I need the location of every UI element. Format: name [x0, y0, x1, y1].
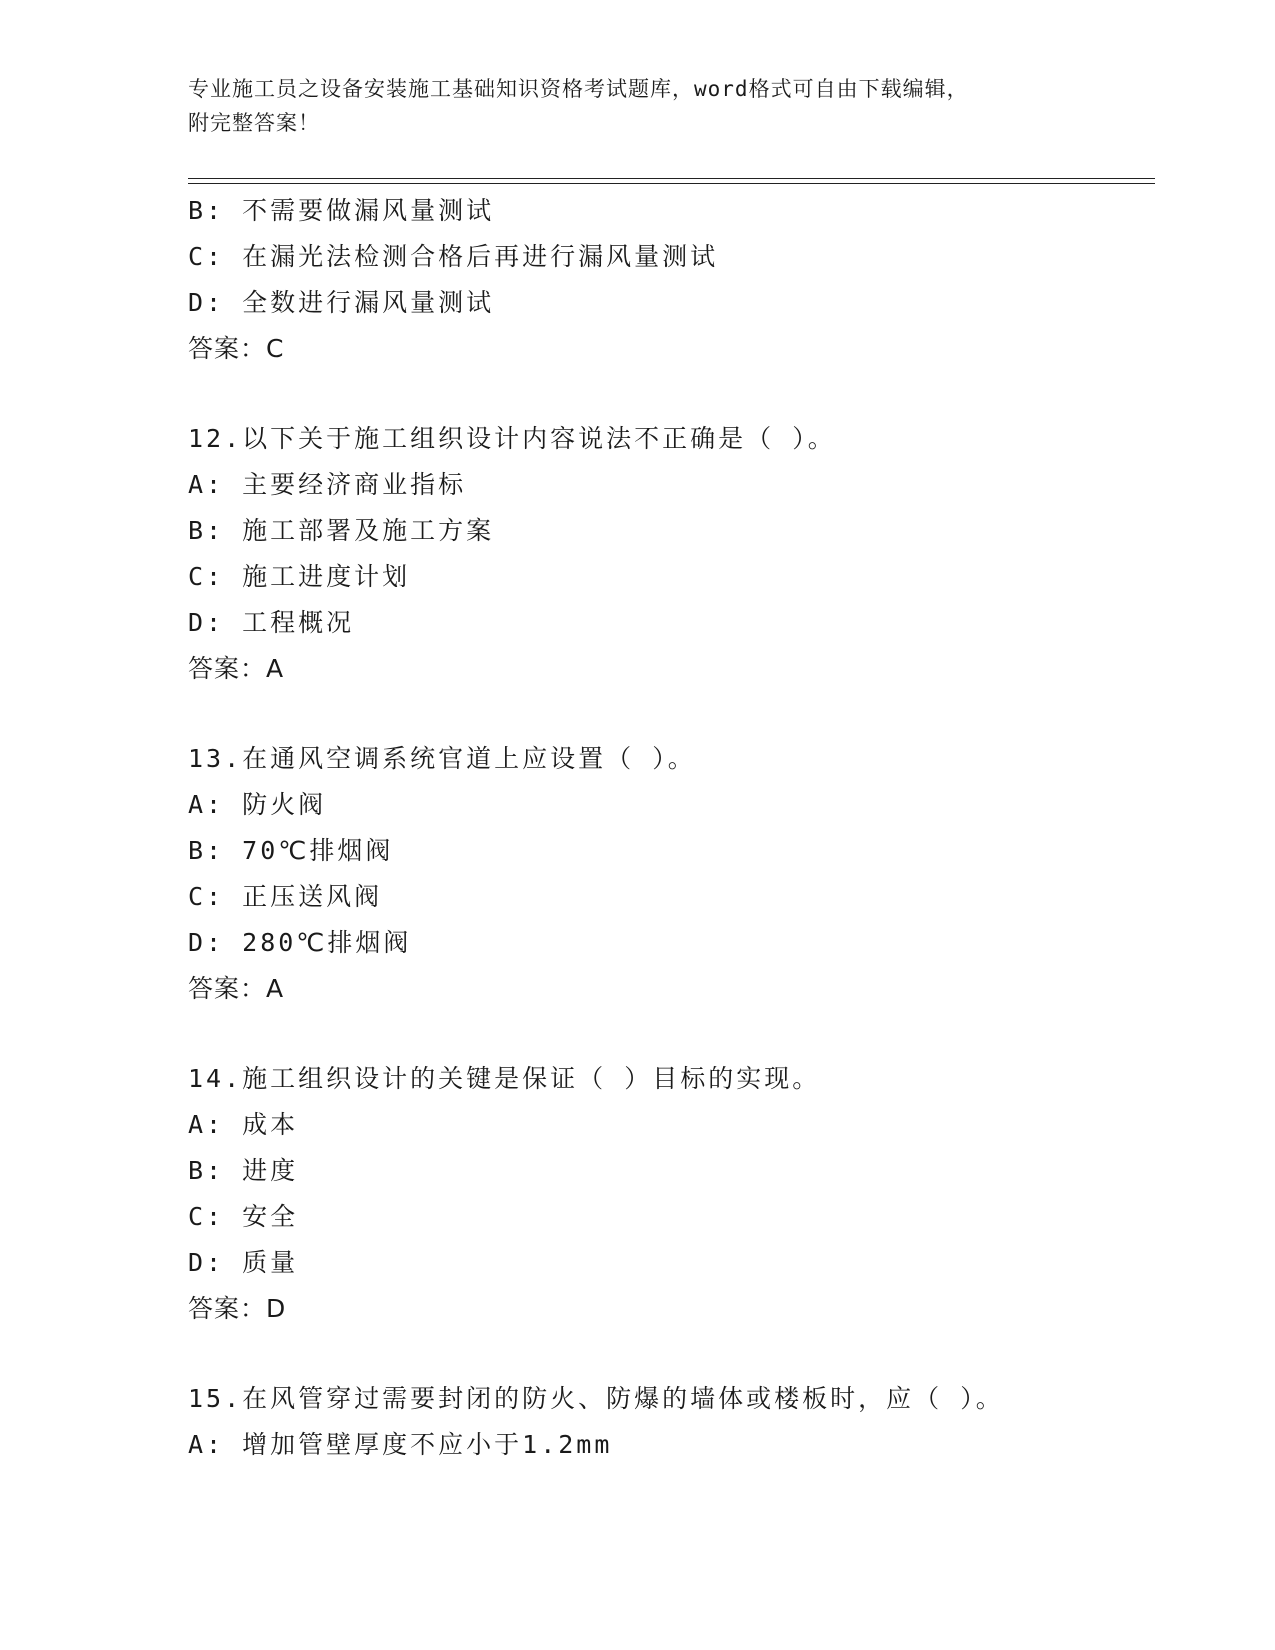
- question-list: [188, 188, 1148, 1468]
- option-d: D: 质量: [188, 1248, 299, 1277]
- question-fragment: [188, 188, 1148, 372]
- option-c: C: 正压送风阀: [188, 882, 383, 911]
- option-b: B: 进度: [188, 1156, 299, 1185]
- option-a: A: 增加管壁厚度不应小于1.2mm: [188, 1430, 613, 1459]
- option-b: B: 施工部署及施工方案: [188, 516, 495, 545]
- question-stem: 15.在风管穿过需要封闭的防火、防爆的墙体或楼板时，应（ ）。: [188, 1384, 1004, 1413]
- option-c: C: 施工进度计划: [188, 562, 411, 591]
- option-a: A: 防火阀: [188, 790, 327, 819]
- header-line-1: 专业施工员之设备安装施工基础知识资格考试题库，word格式可自由下载编辑，: [188, 77, 969, 101]
- option-b: B: 70℃排烟阀: [188, 836, 394, 865]
- answer-line: 答案：A: [188, 974, 285, 1003]
- header-line-2: 附完整答案！: [188, 111, 320, 135]
- question-15: [188, 1376, 1148, 1468]
- option-d: D: 工程概况: [188, 608, 355, 637]
- question-stem: 13.在通风空调系统官道上应设置（ ）。: [188, 744, 696, 773]
- header-divider-top: [188, 178, 1155, 179]
- question-stem: 12.以下关于施工组织设计内容说法不正确是（ ）。: [188, 424, 836, 453]
- option-b: B: 不需要做漏风量测试: [188, 196, 495, 225]
- option-c: C: 在漏光法检测合格后再进行漏风量测试: [188, 242, 719, 271]
- answer-line: 答案：D: [188, 1294, 287, 1323]
- question-14: [188, 1056, 1148, 1332]
- option-a: A: 主要经济商业指标: [188, 470, 467, 499]
- document-header: [188, 72, 1088, 140]
- option-a: A: 成本: [188, 1110, 299, 1139]
- question-12: [188, 416, 1148, 692]
- question-13: [188, 736, 1148, 1012]
- answer-line: 答案：C: [188, 334, 285, 363]
- option-c: C: 安全: [188, 1202, 299, 1231]
- header-divider-bottom: [188, 183, 1155, 184]
- answer-line: 答案：A: [188, 654, 285, 683]
- option-d: D: 全数进行漏风量测试: [188, 288, 495, 317]
- option-d: D: 280℃排烟阀: [188, 928, 412, 957]
- question-stem: 14.施工组织设计的关键是保证（ ）目标的实现。: [188, 1064, 821, 1093]
